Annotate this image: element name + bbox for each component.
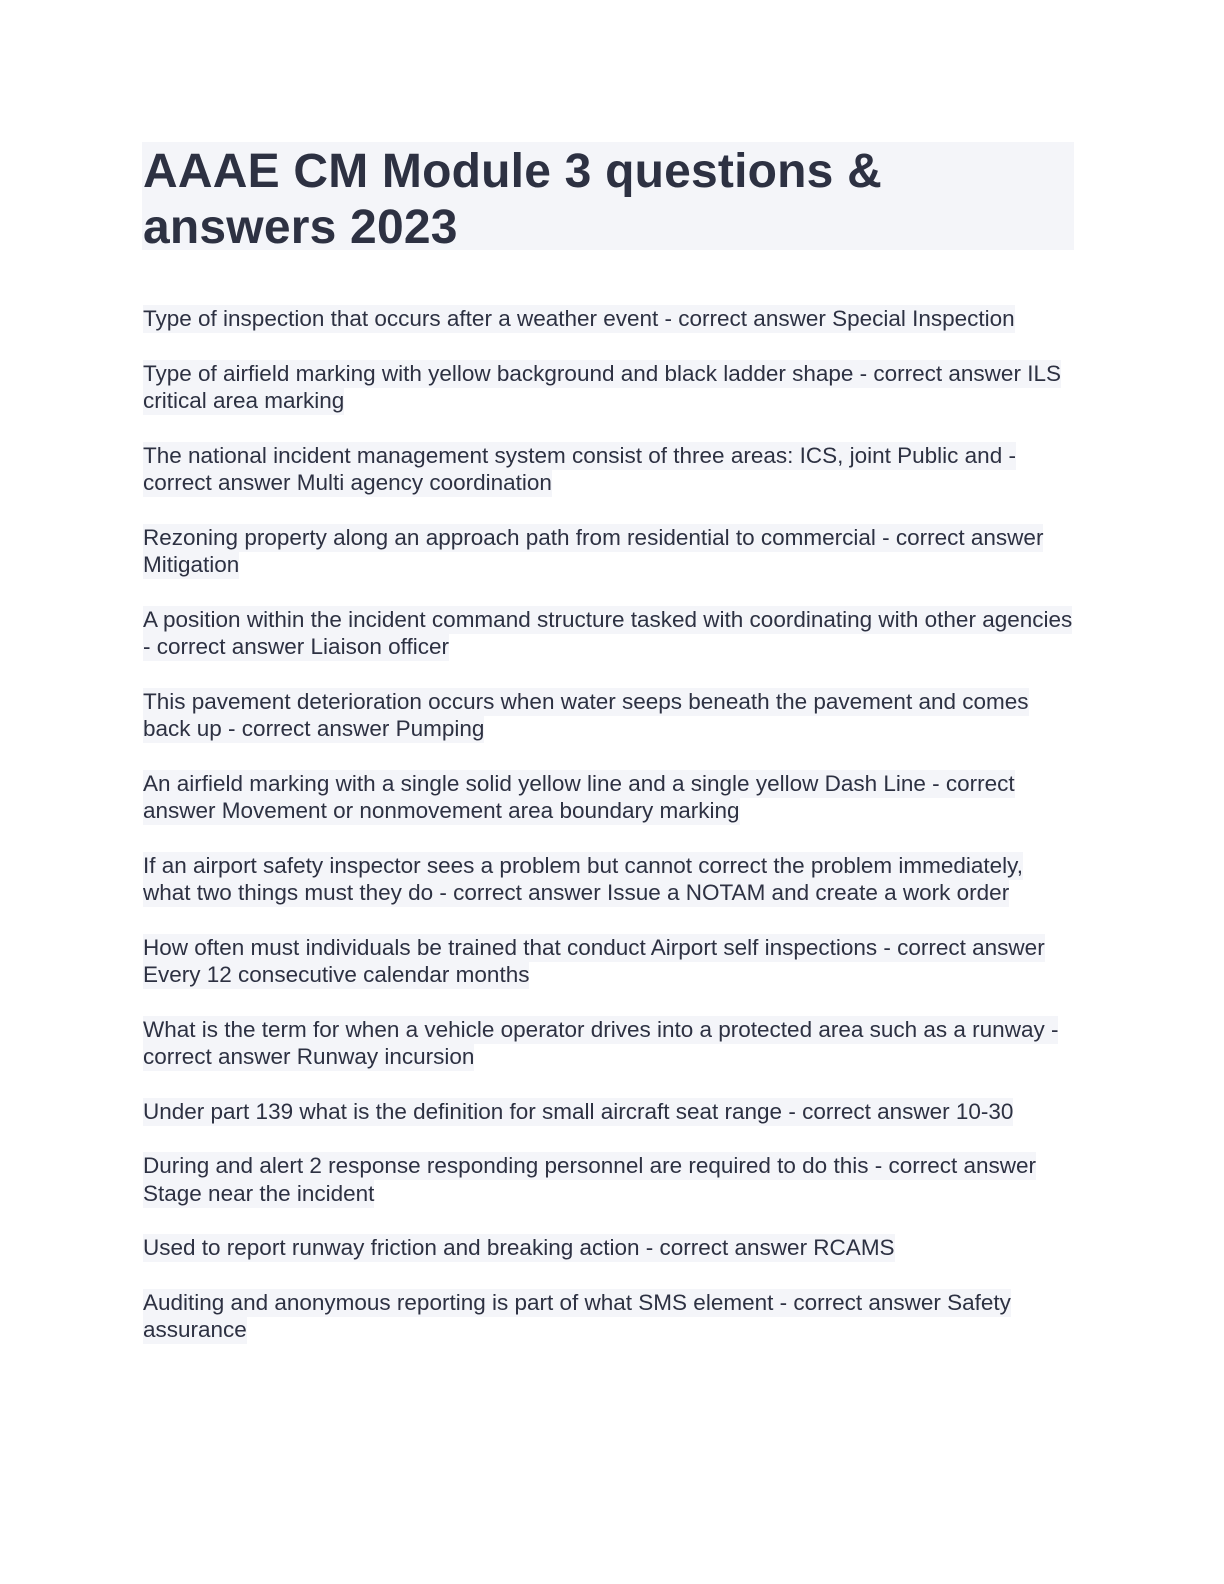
qa-item <box>142 934 1074 989</box>
qa-item <box>142 1152 1074 1207</box>
qa-item <box>142 360 1074 415</box>
document-title: AAAE CM Module 3 questions & answers 2023 <box>143 145 882 254</box>
qa-text: Under part 139 what is the definition for small aircraft seat range - correct answer 10-30 <box>143 1098 1014 1124</box>
qa-text: Type of inspection that occurs after a weather event - correct answer Special Inspection <box>143 306 1015 331</box>
qa-text: An airfield marking with a single solid yellow line and a single yellow Dash Line - correct answer Movement or nonmovement area boundary marking <box>143 770 1015 823</box>
qa-item <box>142 1234 1074 1262</box>
qa-text: A position within the incident command structure tasked with coordinating with other agencies - correct answer Liaison officer <box>143 606 1073 659</box>
qa-text: Used to report runway friction and breaking action - correct answer RCAMS <box>143 1235 895 1260</box>
qa-item <box>142 770 1074 825</box>
qa-text: Auditing and anonymous reporting is part of what SMS element - correct answer Safety assurance <box>143 1289 1011 1342</box>
qa-text: This pavement deterioration occurs when water seeps beneath the pavement and comes back up - correct answer Pumping <box>143 688 1029 741</box>
qa-item <box>142 442 1074 497</box>
qa-text: If an airport safety inspector sees a problem but cannot correct the problem immediately, what two things must they do - correct answer Issue a NOTAM and create a work order <box>143 852 1024 905</box>
qa-text: Type of airfield marking with yellow background and black ladder shape - correct answer ILS critical area marking <box>143 360 1061 413</box>
qa-text: What is the term for when a vehicle operator drives into a protected area such as a runway - correct answer Runway incursion <box>143 1016 1059 1069</box>
qa-item <box>142 1098 1074 1126</box>
qa-text: Rezoning property along an approach path from residential to commercial - correct answer Mitigation <box>143 524 1044 577</box>
qa-text: During and alert 2 response responding personnel are required to do this - correct answer Stage near the incident <box>143 1153 1037 1206</box>
qa-list <box>142 305 1074 1344</box>
qa-item <box>142 688 1074 743</box>
qa-item <box>142 524 1074 579</box>
qa-item <box>142 305 1074 333</box>
qa-text: The national incident management system consist of three areas: ICS, joint Public and - correct answer Multi agency coordination <box>143 442 1016 495</box>
qa-item <box>142 1289 1074 1344</box>
qa-item <box>142 852 1074 907</box>
qa-text: How often must individuals be trained that conduct Airport self inspections - correct answer Every 12 consecutive calendar months <box>143 934 1045 987</box>
document-page <box>142 142 1074 1371</box>
qa-item <box>142 1016 1074 1071</box>
qa-item <box>142 606 1074 661</box>
title-block <box>142 142 1074 254</box>
